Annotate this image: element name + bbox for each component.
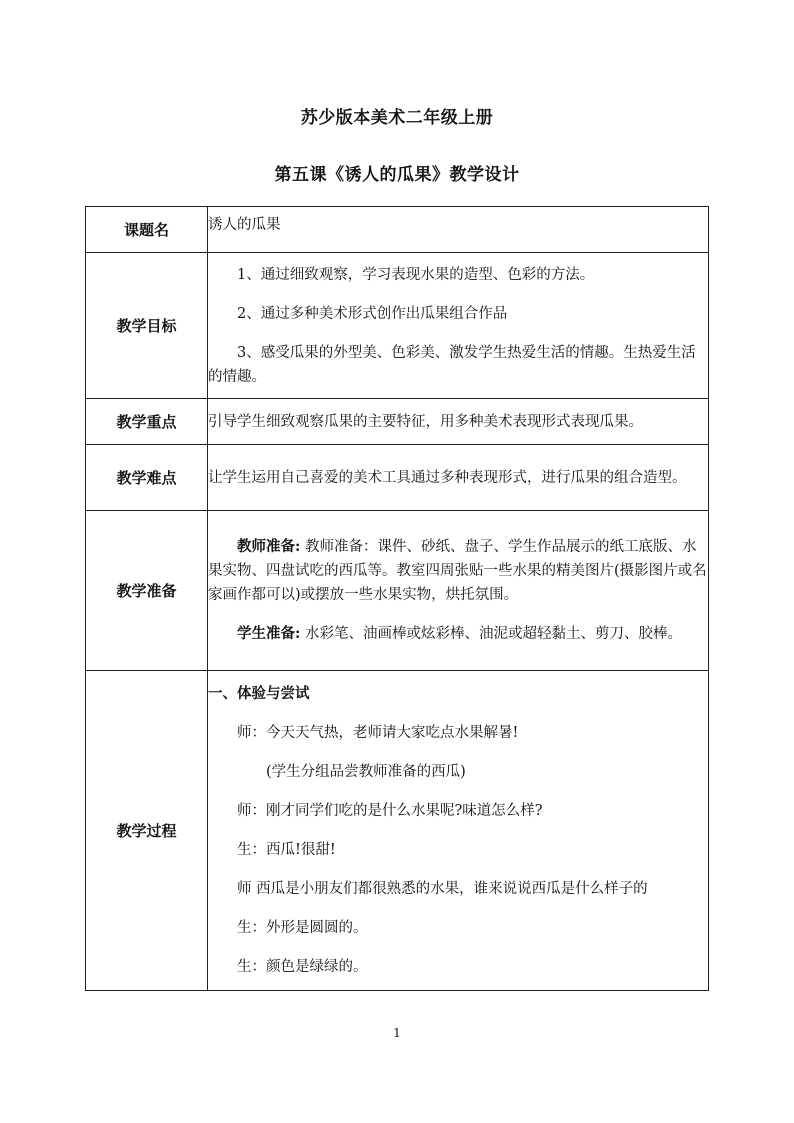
topic-label: 课题名 [86,207,208,253]
table-row-difficulties [86,445,709,511]
student-preparation-label: 学生准备: [237,625,301,642]
difficulties-text: 让学生运用自己喜爱的美术工具通过多种表现形式，进行瓜果的组合造型。 [208,469,687,486]
key-points-cell [208,399,709,445]
student-preparation [208,622,708,646]
goal-item: 2、通过多种美术形式创作出瓜果组合作品 [237,305,508,322]
topic-value [208,207,709,253]
table-row-preparation [86,511,709,671]
process-line: 生：颜色是绿绿的。 [237,959,368,975]
goal-item: 1、通过细致观察，学习表现水果的造型、色彩的方法。 [237,266,595,283]
process-label: 教学过程 [86,671,208,991]
student-preparation-text: 水彩笔、油画棒或炫彩棒、油泥或超轻黏土、剪刀、胶棒。 [300,626,682,642]
document-title: 苏少版本美术二年级上册 [300,108,494,128]
table-row-goals [86,253,709,399]
table-row-key-points [86,399,709,445]
process-line: 师：刚才同学们吃的是什么水果呢?味道怎么样? [237,803,543,819]
goals-cell [208,253,709,399]
goal-item: 3、感受瓜果的外型美、色彩美、激发学生热爱生活的情趣。生热爱生活的情趣。 [208,344,696,385]
preparation-cell [208,511,709,671]
process-section-heading: 一、体验与尝试 [208,685,310,702]
table-row-process [86,671,709,991]
goals-label: 教学目标 [86,253,208,399]
difficulties-cell [208,445,709,511]
process-line: 师 西瓜是小朋友们都很熟悉的水果，谁来说说西瓜是什么样子的 [237,881,648,897]
table-row-topic [86,207,709,253]
process-line: 生：西瓜!很甜! [237,842,336,858]
process-line: (学生分组品尝教师准备的西瓜) [266,764,466,780]
lesson-plan-table [85,206,709,991]
teacher-preparation [208,535,708,607]
process-cell [208,671,709,991]
key-points-label: 教学重点 [86,399,208,445]
topic-text: 诱人的瓜果 [208,217,281,233]
document-subtitle: 第五课《诱人的瓜果》教学设计 [274,165,520,185]
teacher-preparation-label: 教师准备: [237,538,301,555]
key-points-text: 引导学生细致观察瓜果的主要特征，用多种美术表现形式表现瓜果。 [208,413,643,430]
preparation-label: 教学准备 [86,511,208,671]
process-line: 师：今天天气热，老师请大家吃点水果解暑! [237,725,519,741]
difficulties-label: 教学难点 [86,445,208,511]
page-number: 1 [393,1026,401,1040]
teacher-preparation-text: 教师准备：课件、砂纸、盘子、学生作品展示的纸工底版、水果实物、四盘试吃的西瓜等。教室四周张贴一些水果的精美图片(摄影图片或名家画作都可以)或摆放一些水果实物，烘托氛围。 [208,539,707,603]
process-line: 生：外形是圆圆的。 [237,920,368,936]
